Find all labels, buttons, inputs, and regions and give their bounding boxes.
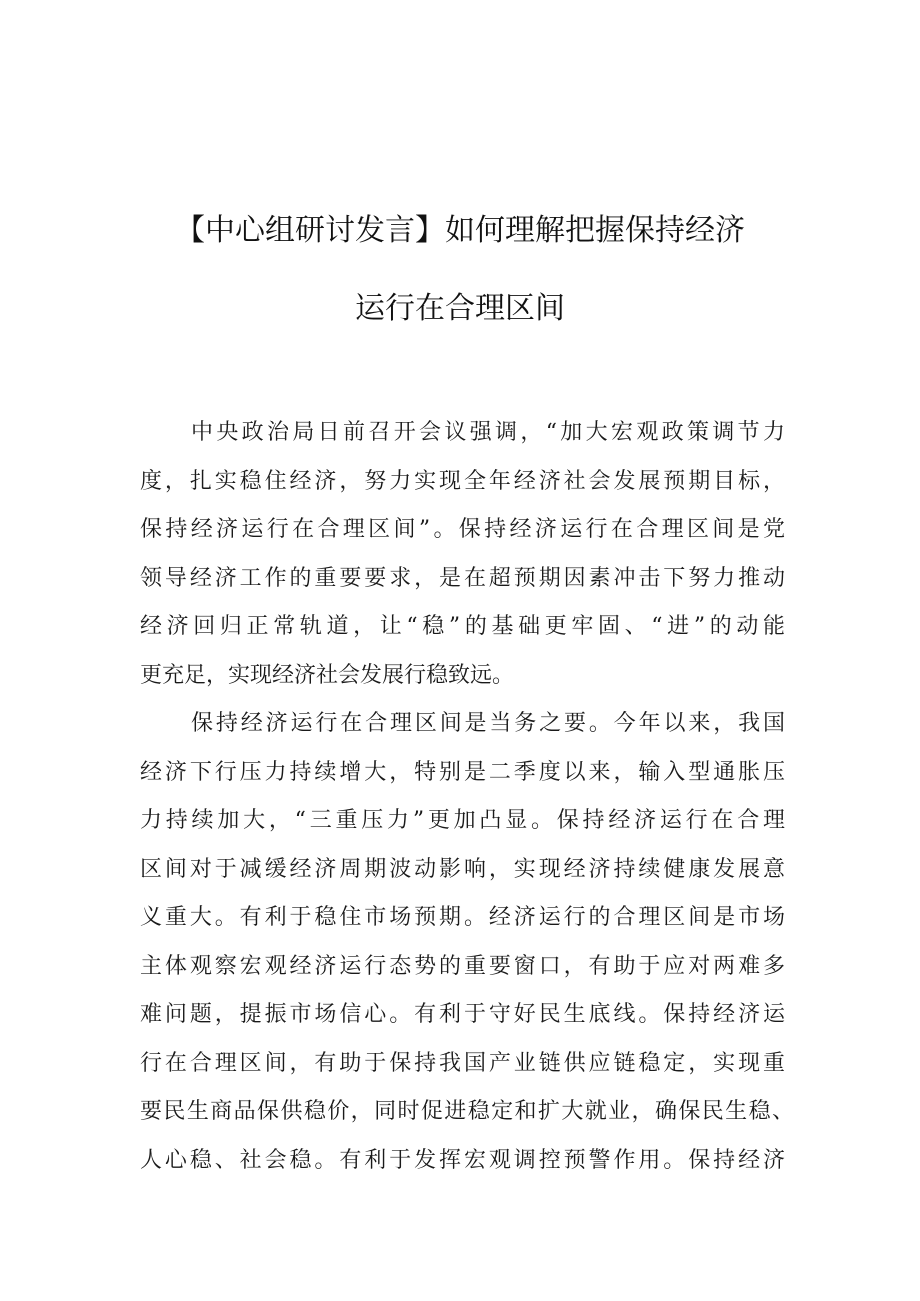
paragraph-1 <box>140 409 810 700</box>
text-line: 主体观察宏观经济运行态势的重要窗口，有助于应对两难多 <box>140 953 785 979</box>
paragraph-2 <box>140 700 810 1185</box>
document-title-line-1: 【中心组研讨发言】如何理解把握保持经济 <box>175 213 745 248</box>
text-line: 领导经济工作的重要要求，是在超预期因素冲击下努力推动 <box>140 565 785 591</box>
text-line: 经济下行压力持续增大，特别是二季度以来，输入型通胀压 <box>140 759 785 785</box>
text-line: 要民生商品保供稳价，同时促进稳定和扩大就业，确保民生稳、 <box>140 1099 794 1124</box>
text-line: 区间对于减缓经济周期波动影响，实现经济持续健康发展意 <box>140 856 785 882</box>
text-line: 保持经济运行在合理区间”。保持经济运行在合理区间是党 <box>140 517 785 542</box>
text-line: 义重大。有利于稳住市场预期。经济运行的合理区间是市场 <box>140 905 785 930</box>
document-body <box>140 409 810 1185</box>
text-line: 度，扎实稳住经济，努力实现全年经济社会发展预期目标， <box>140 468 785 494</box>
text-line: 力持续加大，“三重压力”更加凸显。保持经济运行在合理 <box>140 808 785 833</box>
text-line: 经济回归正常轨道，让“稳”的基础更牢固、“进”的动能 <box>140 614 785 639</box>
text-line: 更充足，实现经济社会发展行稳致远。 <box>140 662 515 688</box>
text-line: 人心稳、社会稳。有利于发挥宏观调控预警作用。保持经济 <box>140 1147 785 1173</box>
text-line: 中央政治局日前召开会议强调，“加大宏观政策调节力 <box>191 420 785 445</box>
document-title-line-2: 运行在合理区间 <box>355 291 565 326</box>
text-line: 难问题，提振市场信心。有利于守好民生底线。保持经济运 <box>140 1002 785 1027</box>
text-line: 行在合理区间，有助于保持我国产业链供应链稳定，实现重 <box>140 1050 785 1076</box>
text-line: 保持经济运行在合理区间是当务之要。今年以来，我国 <box>191 711 785 736</box>
